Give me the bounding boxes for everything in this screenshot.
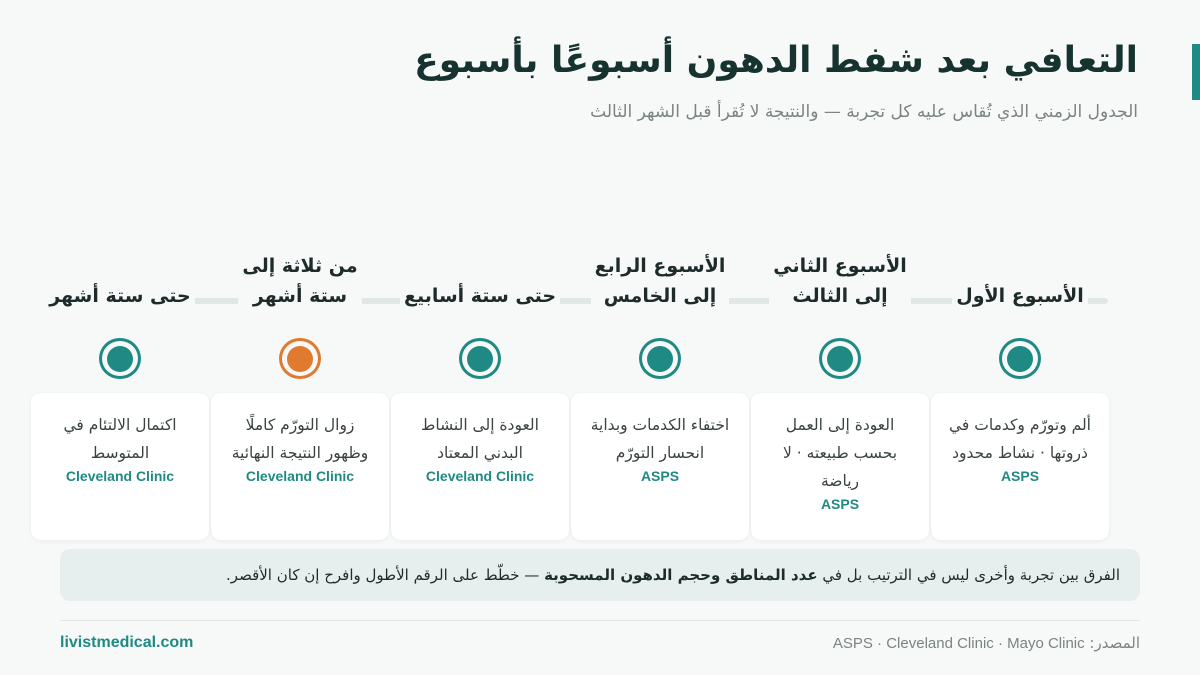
stage-title: حتى ستة أسابيع (400, 250, 560, 311)
page-title: التعافي بعد شفط الدهون أسبوعًا بأسبوع (414, 40, 1138, 81)
stage-marker-icon (999, 338, 1041, 379)
stage-description: اختفاء الكدمات وبداية انحسار التورّم (590, 416, 730, 463)
timeline-stage (210, 250, 390, 540)
timeline-stage (30, 250, 210, 540)
stage-description: ألم وتورّم وكدمات في ذروتها · نشاط محدود (949, 416, 1091, 463)
source-value: ASPS · Cleveland Clinic · Mayo Clinic (832, 635, 1085, 652)
timeline-stages (30, 250, 1110, 540)
stage-source: ASPS (640, 468, 680, 485)
stage-title: حتى ستة أشهر (45, 250, 194, 311)
stage-description: زوال التورّم كاملًا وظهور النتيجة النهائية (231, 416, 369, 463)
stage-card (391, 393, 569, 540)
timeline-stage (930, 250, 1110, 540)
website-link[interactable]: livistmedical.com (60, 634, 194, 651)
note-callout (60, 549, 1140, 601)
stage-card (751, 393, 929, 540)
stage-title: من ثلاثة إلى ستة أشهر (238, 250, 361, 311)
stage-marker-icon (819, 338, 861, 379)
stage-source: ASPS (1000, 468, 1040, 485)
stage-marker-icon (639, 338, 681, 379)
timeline-stage (750, 250, 930, 540)
stage-source: Cleveland Clinic (245, 468, 355, 485)
note-text: الفرق بين تجربة وأخرى ليس في الترتيب بل في عدد المناطق وحجم الدهون المسحوبة — خطّط على الرقم الأطول وافرح إن كان الأقصر. (226, 566, 1120, 584)
source-credit (833, 634, 1140, 652)
stage-source: Cleveland Clinic (65, 468, 175, 485)
stage-card (31, 393, 209, 540)
stage-marker-icon (459, 338, 501, 379)
note-emphasis: عدد المناطق وحجم الدهون المسحوبة (544, 566, 818, 584)
stage-description: العودة إلى العمل بحسب طبيعته · لا رياضة (782, 416, 898, 491)
stage-title: الأسبوع الأول (952, 250, 1088, 311)
timeline-stage (570, 250, 750, 540)
stage-source: ASPS (820, 496, 860, 513)
footer-divider (60, 620, 1140, 621)
stage-title: الأسبوع الرابع إلى الخامس (591, 250, 730, 311)
timeline-stage (390, 250, 570, 540)
stage-source: Cleveland Clinic (425, 468, 535, 485)
stage-title: الأسبوع الثاني إلى الثالث (769, 250, 911, 311)
stage-card (931, 393, 1109, 540)
stage-marker-highlight-icon (279, 338, 321, 379)
accent-bar (1192, 44, 1200, 100)
stage-card (211, 393, 389, 540)
source-label: المصدر: (1089, 634, 1140, 652)
page-subtitle: الجدول الزمني الذي تُقاس عليه كل تجربة — والنتيجة لا تُقرأ قبل الشهر الثالث (590, 102, 1138, 122)
stage-description: اكتمال الالتئام في المتوسط (63, 416, 177, 463)
stage-marker-icon (99, 338, 141, 379)
stage-description: العودة إلى النشاط البدني المعتاد (421, 416, 539, 463)
stage-card (571, 393, 749, 540)
